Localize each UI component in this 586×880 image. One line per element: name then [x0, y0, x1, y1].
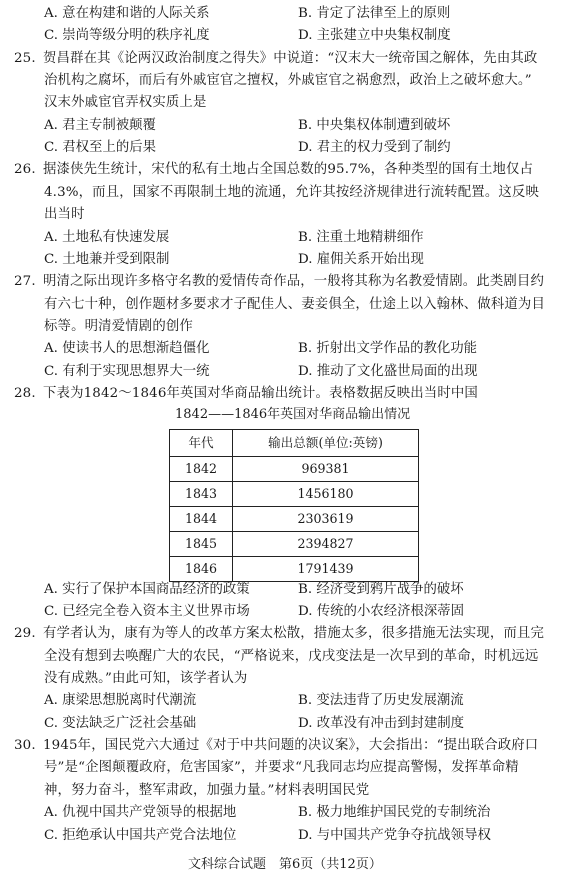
table-cell-total: 2303619 [233, 506, 419, 531]
q24-option-a: A. 意在构建和谐的人际关系 [44, 6, 210, 21]
q29-stem-line-1: 29. 有学者认为，康有为等人的改革方案太松散，措施太多，很多措施无法实现，而且完 [14, 622, 544, 646]
table-cell-total: 2394827 [233, 531, 419, 556]
q25-stem-line-1: 25. 贺昌群在其《论两汉政治制度之得失》中说道：“汉末大一统帝国之解体，先由其政 [14, 47, 537, 71]
q25-option-c: C. 君权至上的后果 [44, 140, 157, 156]
q25-number: 25. [14, 50, 36, 66]
q30-option-b: B. 极力地维护国民党的专制统治 [298, 805, 491, 821]
table-cell-year: 1843 [170, 481, 233, 506]
table-header-row [170, 429, 419, 456]
table-caption: 1842——1846年英国对华商品输出情况 [175, 407, 411, 423]
q27-stem-line-3: 标等。明清爱情剧的创作 [44, 318, 193, 334]
q26-option-b: B. 注重土地精耕细作 [298, 229, 424, 245]
q29-option-a: A. 康梁思想脱离时代潮流 [44, 693, 197, 709]
q26-option-a: A. 土地私有快速发展 [44, 229, 170, 245]
table-header-total: 输出总额(单位:英镑) [233, 429, 419, 456]
table-cell-total: 1791439 [233, 556, 419, 581]
q26-option-d: D. 雇佣关系开始出现 [298, 251, 424, 267]
q27-stem-line-1: 27. 明清之际出现许多格守名教的爱情传奇作品，一般将其称为名教爱情剧。此类剧目约 [14, 270, 544, 294]
q29-option-d: D. 改革没有冲击到封建制度 [298, 715, 465, 731]
q30-option-d: D. 与中国共产党争夺抗战领导权 [298, 827, 491, 843]
q30-option-a: A. 仇视中国共产党领导的根据地 [44, 805, 237, 821]
q27-option-b: B. 折射出文学作品的教化功能 [298, 341, 478, 357]
q28-option-c: C. 已经完全卷入资本主义世界市场 [44, 604, 250, 619]
q27-number: 27. [14, 274, 36, 290]
q28-option-d: D. 传统的小农经济根深蒂固 [298, 604, 465, 619]
table-cell-year: 1846 [170, 556, 233, 581]
q29-number: 29. [14, 626, 36, 642]
q24-option-b: B. 肯定了法律至上的原则 [298, 6, 451, 21]
q27-option-a: A. 使读书人的思想渐趋僵化 [44, 341, 210, 357]
table-row [170, 456, 419, 481]
q29-stem-line-2: 全没有想到去唤醒广大的农民，“严格说来，戊戌变法是一次早到的革命，时机远远 [44, 648, 539, 664]
q27-option-c: C. 有利于实现思想界大一统 [44, 363, 210, 379]
q30-stem-line-3: 神，努力奋斗，整军肃政，加强力量。”材料表明国民党 [44, 782, 370, 798]
table-cell-total: 1456180 [233, 481, 419, 506]
q29-option-b: B. 变法违背了历史发展潮流 [298, 693, 464, 709]
page-footer: 文科综合试题 第6页（共12页） [188, 857, 382, 872]
q28-option-a: A. 实行了保护本国商品经济的政策 [44, 581, 250, 597]
q29-stem-line-3: 没有成熟。”由此可知，该学者认为 [44, 671, 248, 687]
q30-number: 30. [14, 738, 36, 754]
q24-option-c: C. 崇尚等级分明的秩序礼度 [44, 28, 210, 44]
q25-option-a: A. 君主专制被颠覆 [44, 117, 156, 133]
table-row [170, 506, 419, 531]
table-header-year: 年代 [170, 429, 233, 456]
q30-option-c: C. 拒绝承认中国共产党合法地位 [44, 827, 237, 843]
q26-number: 26. [14, 162, 36, 178]
q25-stem-line-2: 治机构之腐坏，而后有外戚宦官之擅权，外戚宦官之祸愈烈，政治上之破坏愈大。” [44, 73, 532, 89]
table-row [170, 531, 419, 556]
q29-option-c: C. 变法缺乏广泛社会基础 [44, 715, 197, 731]
q25-option-d: D. 君主的权力受到了制约 [298, 140, 451, 156]
table-cell-year: 1842 [170, 456, 233, 481]
q24-option-d: D. 主张建立中央集权制度 [298, 28, 451, 44]
export-table [169, 429, 419, 582]
q28-number: 28. [14, 385, 36, 401]
q25-stem-line-3: 汉末外戚宦官弄权实质上是 [44, 95, 207, 111]
q30-stem-line-1: 30. 1945年，国民党六大通过《对于中共问题的决议案》，大会指出：“提出联合政府口 [14, 734, 538, 758]
q28-option-b: B. 经济受到鸦片战争的破坏 [298, 581, 464, 597]
table-cell-year: 1845 [170, 531, 233, 556]
q26-option-c: C. 土地兼并受到限制 [44, 251, 170, 267]
q27-option-d: D. 推动了文化盛世局面的出现 [298, 363, 478, 379]
q28-stem-line-1: 28. 下表为1842～1846年英国对华商品输出统计。表格数据反映出当时中国 [14, 382, 478, 406]
q27-stem-line-2: 有六七十种，创作题材多要求才子配佳人、妻妾俱全，仕途上以入翰林、做科道为目 [44, 296, 546, 312]
table-row [170, 481, 419, 506]
q25-option-b: B. 中央集权体制遭到破坏 [298, 117, 451, 133]
q26-stem-line-3: 出当时 [44, 207, 85, 223]
q26-stem-line-2: 4.3%，而且，国家不再限制土地的流通，允许其按经济规律进行流转配置。这反映 [44, 184, 539, 200]
table-cell-year: 1844 [170, 506, 233, 531]
table-cell-total: 969381 [233, 456, 419, 481]
q26-stem-line-1: 26. 据漆侠先生统计，宋代的私有土地占全国总数的95.7%，各种类型的国有土地仅占 [14, 158, 533, 182]
q30-stem-line-2: 号”是“企图颠覆政府，危害国家”，并要求“凡我同志均应提高警惕，发挥革命精 [44, 760, 519, 776]
